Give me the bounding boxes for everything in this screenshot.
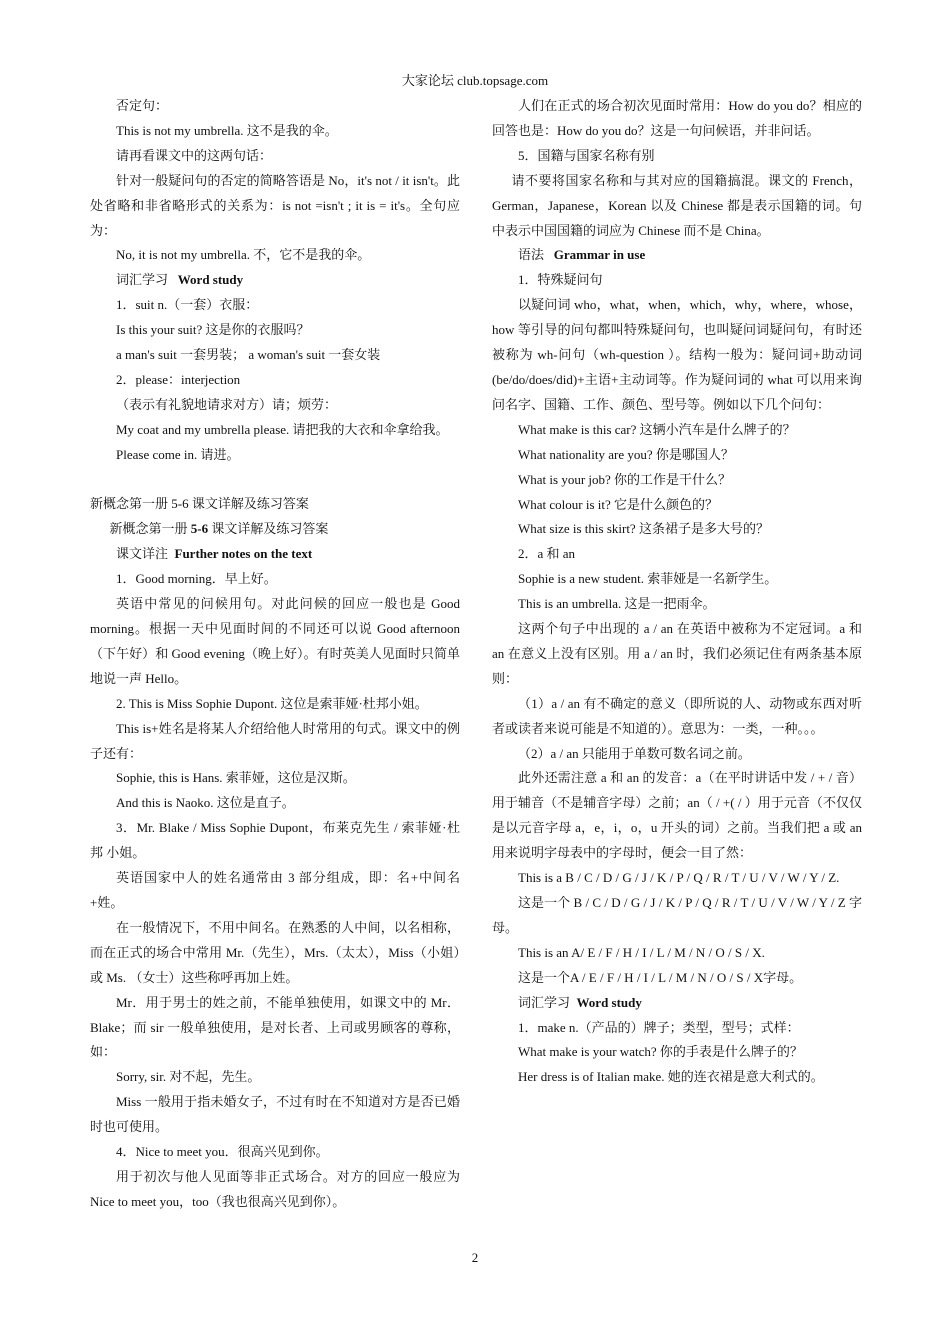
example-sentence: 这是一个 B / C / D / G / J / K / P / Q / R / T / U / V / W / Y / Z 字母。	[492, 895, 862, 935]
section-title: 新概念第一册 5-6 课文详解及练习答案	[90, 496, 309, 512]
paragraph: 这两个句子中出现的 a / an 在英语中被称为不定冠词。a 和 an 在意义上没有区别。用 a / an 时，我们必须记住有两条基本原则：	[492, 621, 862, 686]
example-sentence: And this is Naoko. 这位是直子。	[116, 795, 295, 811]
example-sentence: What make is this car? 这辆小汽车是什么牌子的？	[518, 421, 796, 437]
section-heading-grammar	[492, 243, 862, 268]
spacer	[90, 468, 460, 493]
title-lesson-number: 5-6	[190, 521, 209, 537]
left-column	[90, 94, 460, 1215]
paragraph: 以疑问词 who，what，when，which，why，where，whose，how 等引导的问句都叫特殊疑问句，也叫疑问词疑问句，有时还被称为 wh-问句（wh-question ）。结构一般为：疑问词+助动词(be/do/does/did)+主语+主动词等。作为疑问词的 what 可以用来询问名字、国籍、工作、颜色、型号等。例如以下几个问句：	[492, 297, 862, 412]
example-sentence: What nationality are you? 你是哪国人？	[518, 446, 734, 462]
example-sentence: Please come in. 请进。	[116, 446, 240, 462]
paragraph: 请再看课文中的这两句话：	[116, 147, 273, 163]
section-heading-word-study	[492, 991, 862, 1016]
example-sentence: This is an A/ E / F / H / I / L / M / N / O / S / X.	[518, 944, 765, 960]
example-sentence: Sophie is a new student. 索菲娅是一名新学生。	[518, 571, 778, 587]
vocab-item: 1．suit n.（一套）衣服：	[116, 297, 259, 313]
paragraph: 英语中常见的问候用句。对此问候的回应一般也是 Good morning。根据一天中见面时间的不同还可以说 Good afternoon （下午好）和 Good evening（晚上好）。有时英美人见面时只简单地说一声 Hello。	[90, 596, 460, 686]
example-sentence: Sorry, sir. 对不起，先生。	[116, 1069, 261, 1085]
heading-cn: 词汇学习	[116, 272, 169, 288]
example-sentence: This is not my umbrella. 这不是我的伞。	[116, 122, 338, 138]
paragraph: Mr．用于男士的姓之前，不能单独使用，如课文中的 Mr．Blake；而 sir 一般单独使用，是对长者、上司或男顾客的尊称，如：	[90, 994, 460, 1060]
paragraph: 否定句：	[116, 98, 169, 113]
section-heading-notes	[90, 542, 460, 567]
section-title-repeat	[90, 517, 460, 542]
example-sentence: Is this your suit? 这是你的衣服吗？	[116, 322, 310, 338]
example-sentence: What make is your watch? 你的手表是什么牌子的？	[518, 1044, 803, 1060]
page-number: 2	[471, 1250, 479, 1265]
example-sentence: This is an umbrella. 这是一把雨伞。	[518, 596, 716, 612]
grammar-item: 1．特殊疑问句	[518, 272, 603, 288]
paragraph: Miss 一般用于指未婚女子，不过有时在不知道对方是否已婚时也可使用。	[90, 1094, 460, 1135]
title-part: 课文详解及练习答案	[208, 521, 329, 537]
paragraph: 人们在正式的场合初次见面时常用：How do you do？相应的回答也是：How do you do？这是一句问候语，并非问话。	[492, 98, 862, 138]
rule-item: （1）a / an 有不确定的意义（即所说的人、动物或东西对听者或读者来说可能是不知道的）。意思为：一类，一种。。。	[492, 695, 862, 736]
vocab-item: 2．please：interjection	[116, 371, 241, 387]
paragraph: 此外还需注意 a 和 an 的发音：a（在平时讲话中发 / + / 音）用于辅音（不是辅音字母）之前；an（ / +( / ）用于元音（不仅仅是以元音字母 a，e，i，o，u 开头的词）之前。当我们把 a 或 an 用来说明字母表中的字母时，便会一目了然：	[492, 770, 862, 861]
heading-en: Grammar in use	[553, 247, 646, 263]
paragraph: （表示有礼貌地请求对方）请；烦劳：	[116, 396, 338, 412]
example-sentence: No, it is not my umbrella. 不，它不是我的伞。	[116, 247, 371, 263]
heading-cn: 课文详注	[116, 546, 169, 562]
page-header: 大家论坛 club.topsage.com	[401, 73, 549, 88]
note-item: 5．国籍与国家名称有别	[518, 147, 655, 163]
title-part: 新概念第一册	[109, 521, 191, 537]
note-item: 2. This is Miss Sophie Dupont. 这位是索菲娅·杜邦小姐。	[116, 695, 428, 711]
note-item: 3．Mr. Blake / Miss Sophie Dupont，布莱克先生 / 索菲娅·杜邦 小姐。	[90, 820, 460, 861]
example-sentence: 这是一个A / E / F / H / I / L / M / N / O / S / X字母。	[518, 969, 803, 985]
paragraph: 请不要将国家名称和与其对应的国籍搞混。课文的 French，German，Japanese，Korean 以及 Chinese 都是表示国籍的词。句中表示中国国籍的词应为 Chinese 而不是 China。	[492, 172, 862, 238]
example-sentence: What is your job? 你的工作是干什么？	[518, 471, 732, 487]
example-sentence: a man's suit 一套男装； a woman's suit 一套女装	[116, 347, 381, 363]
right-column	[492, 94, 862, 1090]
heading-en: Further notes on the text	[174, 546, 313, 562]
paragraph: 在一般情况下，不用中间名。在熟悉的人中间，以名相称，而在正式的场合中常用 Mr.（先生），Mrs.（太太），Miss（小姐）或 Ms. （女士）这些称呼再加上姓。	[90, 919, 460, 985]
grammar-item: 2．a 和 an	[518, 546, 576, 562]
heading-cn: 词汇学习	[518, 994, 571, 1010]
paragraph: 用于初次与他人见面等非正式场合。对方的回应一般应为 Nice to meet you，too（我也很高兴见到你）。	[90, 1168, 460, 1209]
paragraph: This is+姓名是将某人介绍给他人时常用的句式。课文中的例子还有：	[90, 720, 460, 761]
vocab-item: 1．make n.（产品的）牌子；类型，型号；式样：	[518, 1019, 800, 1035]
note-item: 1．Good morning．早上好。	[116, 571, 277, 587]
heading-cn: 语法	[518, 247, 545, 263]
heading-en: Word study	[177, 272, 244, 288]
example-sentence: What size is this skirt? 这条裙子是多大号的？	[518, 521, 769, 537]
example-sentence: This is a B / C / D / G / J / K / P / Q / R / T / U / V / W / Y / Z.	[518, 870, 840, 886]
note-item: 4．Nice to meet you．很高兴见到你。	[116, 1144, 329, 1160]
example-sentence: What colour is it? 它是什么颜色的？	[518, 496, 719, 512]
heading-en: Word study	[576, 994, 642, 1010]
section-heading-word-study	[90, 268, 460, 293]
example-sentence: Her dress is of Italian make. 她的连衣裙是意大利式的。	[518, 1069, 824, 1085]
paragraph: 针对一般疑问句的否定的简略答语是 No，it's not / it isn't。此处省略和非省略形式的关系为：is not =isn't ; it is = it's。全句应为：	[90, 172, 460, 238]
rule-item: （2）a / an 只能用于单数可数名词之前。	[518, 745, 751, 761]
paragraph: 英语国家中人的姓名通常由 3 部分组成，即：名+中间名+姓。	[90, 870, 460, 910]
example-sentence: Sophie, this is Hans. 索菲娅，这位是汉斯。	[116, 770, 356, 786]
example-sentence: My coat and my umbrella please. 请把我的大衣和伞拿给我。	[116, 421, 449, 437]
